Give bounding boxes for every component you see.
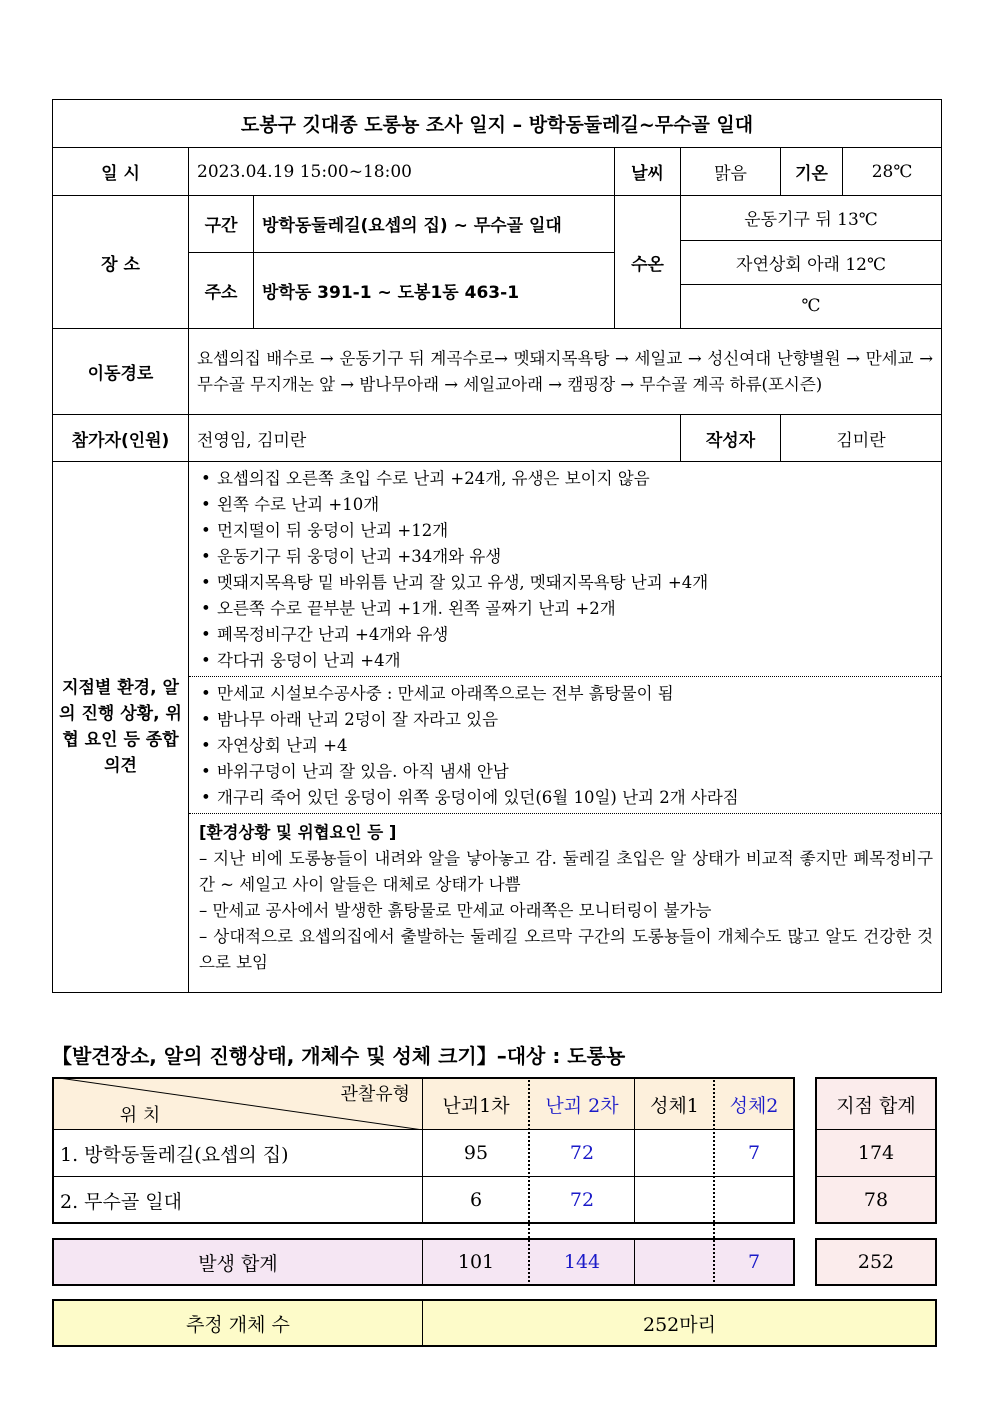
env-line: – 상대적으로 요셉의집에서 출발하는 둘레길 오르막 구간의 도롱뇽들이 개체수도 많고 알도 건강한 것으로 보임 (199, 927, 934, 972)
counts-heading: 【발견장소, 알의 진행상태, 개체수 및 성체 크기】–대상 : 도롱뇽 (52, 1044, 626, 1068)
row-1-total: 174 (857, 1142, 895, 1164)
participants-label: 참가자(인원) (53, 415, 189, 462)
weather-value: 맑음 (681, 148, 781, 196)
row-1-adult-2: 7 (747, 1142, 761, 1164)
grid-line (422, 1077, 423, 1224)
note-item: • 요셉의집 오른쪽 초입 수로 난괴 +24개, 유생은 보이지 않음 (199, 466, 935, 492)
env-line: – 만세교 공사에서 발생한 흙탕물로 만세교 아래쪽은 모니터링이 불가능 (199, 901, 712, 920)
temp-label: 기온 (781, 148, 843, 196)
route-value: 요셉의집 배수로 → 운동기구 뒤 계곡수로→ 멧돼지목욕탕 → 세일교 → 성신여대 난향별원 → 만세교 → 무수골 무지개논 앞 → 밤나무아래 → 세일교아래 → 캠핑장 → 무수골 계곡 하류(포시즌) (189, 329, 942, 415)
header-type-label: 관찰유형 (340, 1084, 410, 1105)
survey-log-table (52, 99, 942, 993)
sum-egg-1: 101 (457, 1251, 495, 1273)
row-1-adult-1 (636, 1130, 713, 1176)
weather-label: 날씨 (615, 148, 681, 196)
note-item: • 만세교 시설보수공사중 : 만세교 아래쪽으로는 전부 흙탕물이 됨 (199, 681, 935, 707)
sum-adult-1 (636, 1240, 713, 1284)
note-item: • 밤나무 아래 난괴 2덩이 잘 자라고 있음 (199, 707, 935, 733)
notes-section-2 (189, 677, 941, 814)
row-2-total: 78 (863, 1189, 889, 1211)
sum-egg-2: 144 (563, 1251, 601, 1273)
water-temp-label: 수온 (615, 196, 681, 329)
note-item: • 개구리 죽어 있던 웅덩이 위쪽 웅덩이에 있던(6월 10일) 난괴 2개 사라짐 (199, 785, 935, 811)
water-temp-3: ℃ (801, 296, 821, 317)
sum-label: 발생 합계 (198, 1252, 278, 1275)
row-2-egg-1: 6 (469, 1189, 483, 1211)
section-value: 방학동둘레길(요셉의 집) ~ 무수골 일대 (254, 196, 615, 253)
row-2-adult-1 (636, 1177, 713, 1223)
header-location-label: 위 치 (119, 1105, 161, 1126)
row-1-location: 1. 방학동둘레길(요셉의 집) (60, 1143, 289, 1166)
row-2-egg-2: 72 (569, 1189, 595, 1211)
grid-line (634, 1238, 635, 1286)
temp-value: 28℃ (843, 148, 942, 196)
grid-line (422, 1299, 423, 1347)
datetime-label: 일 시 (53, 148, 189, 196)
col-egg-1: 난괴1차 (442, 1094, 510, 1117)
participants-value: 전영임, 김미란 (189, 415, 681, 462)
estimate-value: 252마리 (643, 1313, 716, 1336)
opinion-label: 지점별 환경, 알의 진행 상황, 위협 요인 등 종합 의견 (53, 462, 189, 993)
env-line: – 지난 비에 도롱뇽들이 내려와 알을 낳아놓고 감. 둘레길 초입은 알 상태가 비교적 좋지만 폐목정비구간 ~ 세일고 사이 알들은 대체로 상태가 나쁨 (199, 849, 934, 894)
note-item: • 폐목정비구간 난괴 +4개와 유생 (199, 622, 935, 648)
notes-list-2 (189, 677, 941, 813)
author-value: 김미란 (781, 415, 942, 462)
env-heading: [환경상황 및 위협요인 등 ] (199, 823, 397, 842)
sum-total: 252 (857, 1251, 895, 1273)
col-adult-1: 성체1 (650, 1094, 699, 1117)
note-item: • 먼지떨이 뒤 웅덩이 난괴 +12개 (199, 518, 935, 544)
notes-list-1 (189, 462, 941, 676)
note-item: • 운동기구 뒤 웅덩이 난괴 +34개와 유생 (199, 544, 935, 570)
row-1-egg-1: 95 (463, 1142, 489, 1164)
section-label: 구간 (189, 196, 254, 253)
environment-section (189, 814, 941, 982)
row-1-egg-2: 72 (569, 1142, 595, 1164)
note-item: • 왼쪽 수로 난괴 +10개 (199, 492, 935, 518)
address-value: 방학동 391-1 ~ 도봉1동 463-1 (254, 252, 615, 328)
water-temp-1: 운동기구 뒤 13℃ (681, 196, 941, 240)
opinion-cell (189, 462, 942, 993)
grid-line (634, 1077, 635, 1224)
log-title: 도봉구 깃대종 도롱뇽 조사 일지 – 방학동둘레길~무수골 일대 (53, 100, 942, 148)
env-lines (199, 846, 933, 976)
grid-line (422, 1238, 423, 1286)
estimate-label: 추정 개체 수 (186, 1313, 290, 1336)
row-2-location: 2. 무수골 일대 (60, 1190, 182, 1213)
col-adult-2: 성체2 (729, 1094, 779, 1117)
sum-adult-2: 7 (747, 1251, 761, 1273)
note-item: • 각다귀 웅덩이 난괴 +4개 (199, 648, 935, 674)
datetime-value: 2023.04.19 15:00~18:00 (189, 148, 615, 196)
note-item: • 바위구덩이 난괴 잘 있음. 아직 냄새 안남 (199, 759, 935, 785)
col-site-total: 지점 합계 (836, 1094, 916, 1117)
address-label: 주소 (189, 252, 254, 328)
route-label: 이동경로 (53, 329, 189, 415)
water-temp-list (681, 196, 941, 328)
water-temp-cell (681, 196, 942, 329)
notes-section-1 (189, 462, 941, 677)
col-egg-2: 난괴 2차 (545, 1094, 619, 1117)
author-label: 작성자 (681, 415, 781, 462)
note-item: • 멧돼지목욕탕 밑 바위틈 난괴 잘 있고 유생, 멧돼지목욕탕 난괴 +4개 (199, 570, 935, 596)
note-item: • 자연상회 난괴 +4 (199, 733, 935, 759)
place-label: 장 소 (53, 196, 189, 329)
note-item: • 오른쪽 수로 끝부분 난괴 +1개. 왼쪽 골짜기 난괴 +2개 (199, 596, 935, 622)
water-temp-2: 자연상회 아래 12℃ (681, 240, 941, 284)
row-2-adult-2 (715, 1177, 793, 1223)
